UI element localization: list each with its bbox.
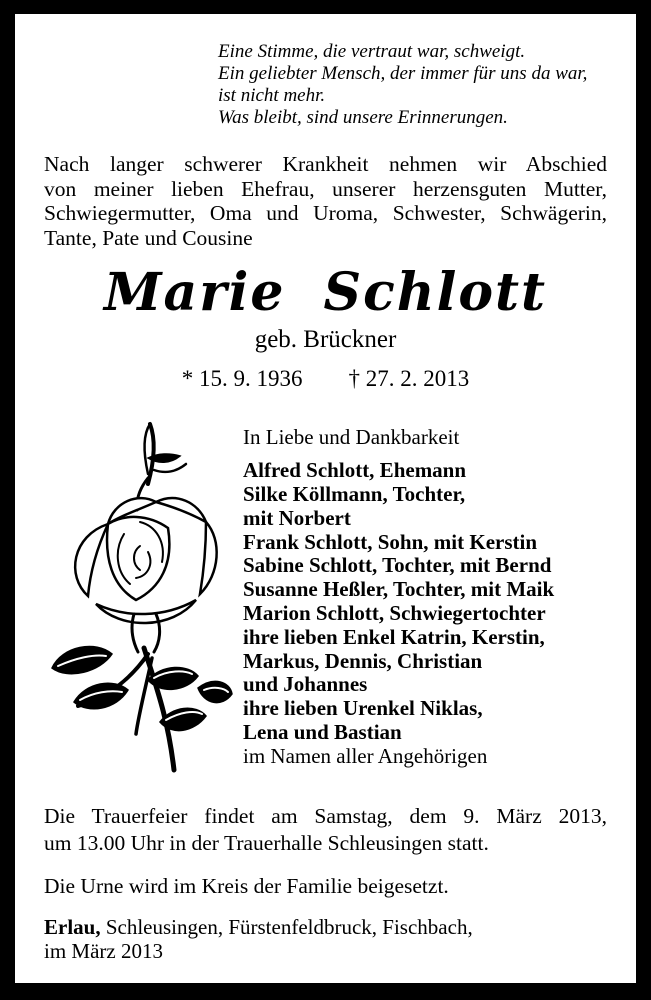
maiden-name: geb. Brückner — [254, 326, 397, 354]
tribute-heading: In Liebe und Dankbarkeit — [243, 425, 460, 450]
intro-line: Schwiegermutter, Oma und Uroma, Schwester, Schwägerin, — [44, 201, 607, 226]
rose-icon — [44, 418, 234, 774]
mourner-line: ihre lieben Urenkel Niklas, — [243, 696, 483, 721]
mourner-line: mit Norbert — [243, 505, 351, 530]
funeral-service-paragraph — [44, 803, 607, 856]
mourner-line: Susanne Heßler, Tochter, mit Maik — [243, 577, 555, 602]
death-date: † 27. 2. 2013 — [348, 366, 470, 392]
verse-line: Was bleibt, sind unsere Erinnerungen. — [218, 107, 508, 128]
verse-line: Eine Stimme, die vertraut war, schweigt. — [218, 41, 526, 62]
footer-places — [44, 916, 607, 963]
verse-line: Ein geliebter Mensch, der immer für uns da war, — [218, 63, 588, 84]
mourner-line: Lena und Bastian — [243, 719, 402, 744]
places-secondary: Schleusingen, Fürstenfeldbruck, Fischbach, — [100, 915, 473, 940]
mourner-line: Marion Schlott, Schwiegertochter — [243, 600, 546, 625]
footer-date: im März 2013 — [44, 938, 163, 963]
mourner-line: Markus, Dennis, Christian — [243, 648, 483, 673]
opening-verse — [218, 41, 607, 129]
mourner-line: Sabine Schlott, Tochter, mit Bernd — [243, 553, 552, 578]
service-line: um 13.00 Uhr in der Trauerhalle Schleusingen statt. — [44, 830, 489, 855]
mourner-line: und Johannes — [243, 672, 368, 697]
life-dates — [44, 366, 607, 392]
mourner-line: Alfred Schlott, Ehemann — [243, 458, 467, 483]
intro-line: Tante, Pate und Cousine — [44, 225, 253, 250]
tribute-closing: im Namen aller Angehörigen — [243, 743, 488, 768]
birth-date: * 15. 9. 1936 — [181, 366, 303, 392]
middle-section — [44, 418, 607, 779]
tribute-block — [243, 418, 554, 779]
mourner-line: ihre lieben Enkel Katrin, Kerstin, — [243, 624, 545, 649]
mourner-line: Silke Köllmann, Tochter, — [243, 481, 466, 506]
introduction-paragraph — [44, 152, 607, 250]
mourner-line: Frank Schlott, Sohn, mit Kerstin — [243, 529, 538, 554]
place-primary: Erlau, — [44, 915, 101, 940]
rose-artwork — [44, 418, 243, 779]
burial-note: Die Urne wird im Kreis der Familie beigesetzt. — [44, 874, 449, 899]
intro-line: Nach langer schwerer Krankheit nehmen wir Abschied — [44, 152, 607, 176]
verse-line: ist nicht mehr. — [218, 85, 326, 106]
notice-paper — [15, 14, 636, 983]
service-line: Die Trauerfeier findet am Samstag, dem 9. März 2013, — [44, 804, 607, 829]
deceased-name: Marie Schlott — [103, 262, 548, 324]
intro-line: von meiner lieben Ehefrau, unserer herzensguten Mutter, — [44, 176, 607, 201]
places-line — [44, 916, 607, 940]
